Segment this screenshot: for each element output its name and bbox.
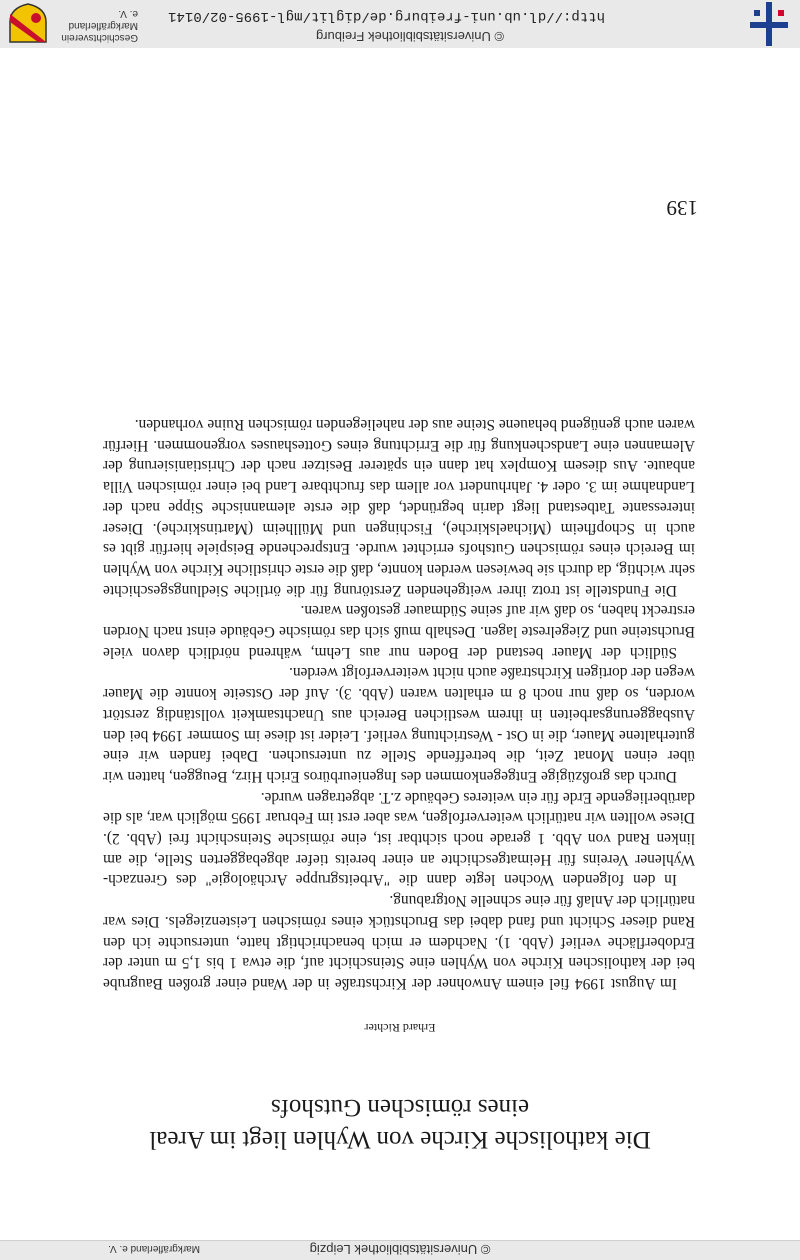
paragraph-4: Südlich der Mauer bestand der Boden nur aus Lehm, während nördlich davon viele Bruchsteine und Ziegelreste lagen. Deshalb muß sich das römische Gebäude einst nach Norden erstreckt haben, so daß wir auf seine Südmauer gestoßen waren. xyxy=(103,602,695,661)
article-title-line-1: Die katholische Kirche von Wyhlen liegt im Areal xyxy=(149,1126,651,1153)
society-line-1: Geschichtsverein xyxy=(61,32,138,43)
paragraph-5: Die Fundstelle ist trotz ihrer weitgehenden Zerstörung für die örtliche Siedlungsgeschichte sehr wichtig, da durch sie bewiesen werden konnte, daß die erste christliche Kirche von Wyhlen im Bereich eines römischen Gutshofs errichtet wurde. Entsprechende Beispiele hierfür gibt es auch in Schopfheim (Michaelskirche), Fischingen und Müllheim (Martinskirche). Dieser interessante Tatbestand liegt darin begründet, daß die erste alemannische Sippe nach der Landnahme im 3. oder 4. Jahrhundert vor allem das fruchtbare Land bei einer römischen Villa anbaute. Aus diesem Komplex hat dann ein späterer Besitzer nach der Christianisierung der Alemannen eine Landschenkung für die Errichtung eines Gotteshauses vorgenommen. Hierfür waren auch genügend behauene Steine aus der naheliegenden römischen Ruine vorhanden. xyxy=(103,416,695,599)
header-bar xyxy=(0,0,800,49)
article-body xyxy=(103,413,695,993)
society-line-2: Markgräflerland e. V. xyxy=(68,8,138,31)
footer-copyright: © Universitätsbibliothek Leipzig xyxy=(309,1242,491,1257)
article-author: Erhard Richter xyxy=(364,1021,436,1035)
page-content xyxy=(0,48,800,1240)
article-title xyxy=(140,1091,660,1155)
university-library-logo-icon xyxy=(746,2,792,46)
paragraph-1: Im August 1994 fiel einem Anwohner der Kirchstraße in der Wand einer großen Baugrube bei der katholischen Kirche von Wyhlen eine Steinschicht auf, die etwa 1 bis 1,5 m unter der Erdoberfläche verlief (Abb. 1). Nachdem er mich benachrichtigt hatte, untersuchte ich den Rand dieser Schicht und fand dabei das Bruchstück eines römischen Leistenziegels. Dies war natürlich der Anlaß für eine schnelle Notgrabung. xyxy=(103,892,695,992)
society-name xyxy=(58,3,138,43)
paragraph-2: In den folgenden Wochen legte dann die "Arbeitsgruppe Archäologie" des Grenzach-Wyhlener Vereins für Heimatgeschichte an einer bereits tiefer abgebaggerten Stelle, die am linken Rand von Abb. 1 gerade noch sichtbar ist, eine römische Steinschicht frei (Abb. 2). Diese wollten wir natürlich weiterverfolgen, was aber erst im Februar 1995 möglich war, als die darüberliegende Erde für ein weiteres Gebäude z.T. abgetragen wurde. xyxy=(103,788,695,889)
document-page xyxy=(0,48,800,1240)
copyright-notice: © Universitätsbibliothek Freiburg xyxy=(315,29,505,44)
article-title-line-2: eines römischen Gutshofs xyxy=(270,1094,530,1121)
paragraph-3: Durch das großzügige Entgegenkommen des Ingenieurbüros Erich Hirz, Beuggen, hatten wir über einen Monat Zeit, die betreffende Stelle zu untersuchen. Dabei fanden wir eine guterhaltene Mauer, die in Ost - Westrichtung verlief. Leider ist diese im Sommer 1994 bei den Ausbaggerungsarbeiten in ihrem westlichen Bereich aus Unachtsamkeit vollständig zerstört worden, so daß nur noch 8 m erhalten waren (Abb. 3). Auf der Ostseite konnte die Mauer wegen der dortigen Kirchstraße auch nicht weiterverfolgt werden. xyxy=(103,664,695,785)
source-url[interactable]: http://dl.ub.uni-freiburg.de/diglit/mgl-1995-02/0141 xyxy=(168,8,605,24)
footer-society: Markgräflerland e. V. xyxy=(108,1243,200,1254)
footer-bar xyxy=(0,1240,800,1260)
society-crest-icon xyxy=(8,2,48,44)
page-number: 139 xyxy=(666,196,698,220)
